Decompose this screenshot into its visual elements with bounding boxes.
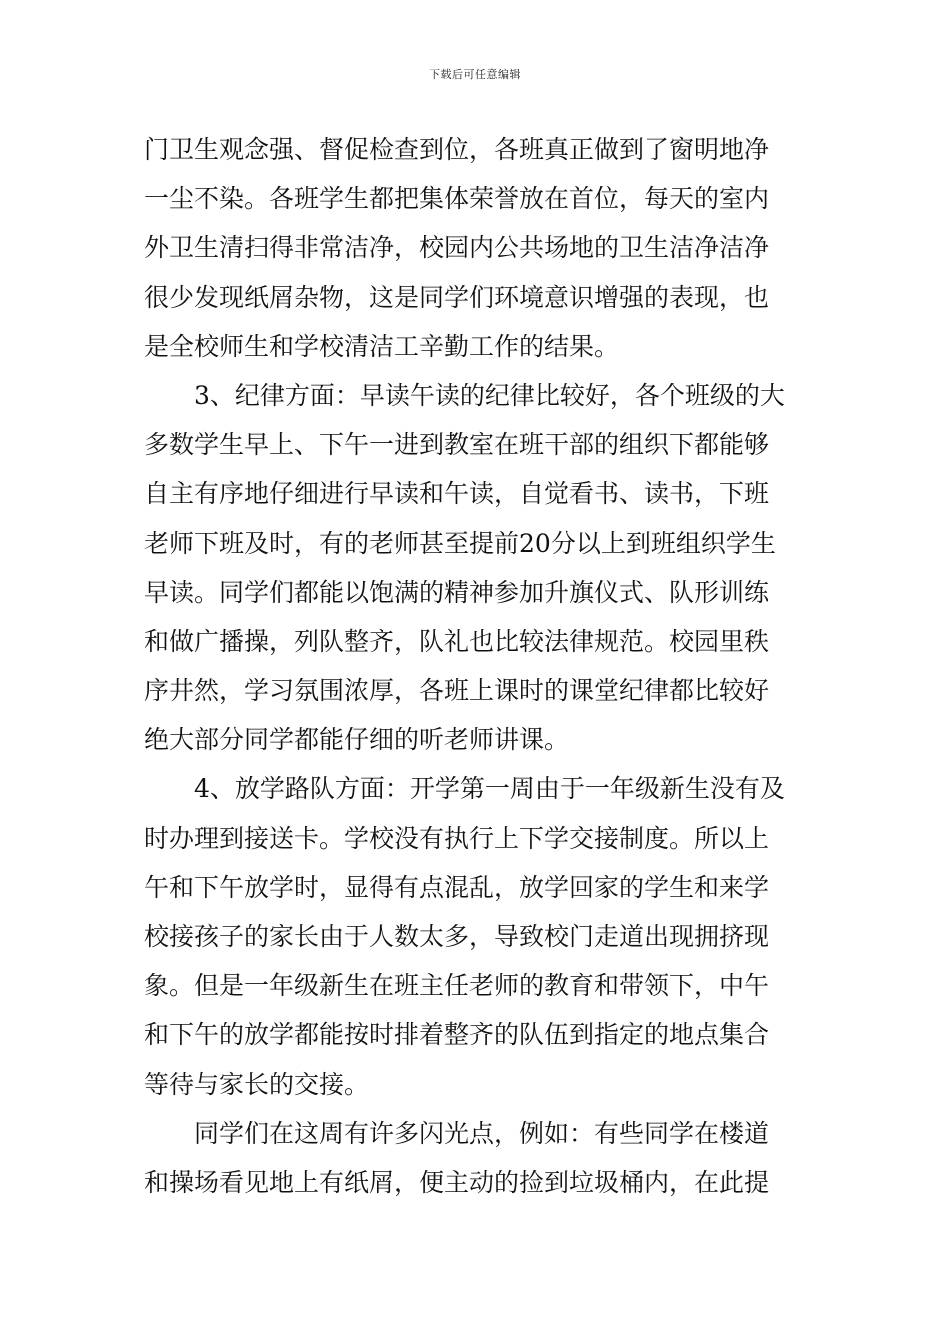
text-line: 自主有序地仔细进行早读和午读，自觉看书、读书，下班 <box>144 479 770 509</box>
text-line: 和下午的放学都能按时排着整齐的队伍到指定的地点集合 <box>144 1020 770 1050</box>
text-line: 多数学生早上、下午一进到教室在班干部的组织下都能够 <box>144 430 770 460</box>
paragraph-highlights-start: 同学们在这周有许多闪光点，例如：有些同学在楼道 <box>194 1118 770 1148</box>
text-line: 是全校师生和学校清洁工辛勤工作的结果。 <box>144 331 620 361</box>
text-line: 午和下午放学时，显得有点混乱，放学回家的学生和来学 <box>144 872 770 902</box>
text-line: 和做广播操，列队整齐，队礼也比较法律规范。校园里秩 <box>144 626 770 656</box>
text-line: 等待与家长的交接。 <box>144 1069 370 1099</box>
text-line: 门卫生观念强、督促检查到位，各班真正做到了窗明地净 <box>144 135 770 164</box>
text-line: 序井然，学习氛围浓厚，各班上课时的课堂纪律都比较好 <box>144 676 770 706</box>
page-header: 下载后可任意编辑 <box>429 68 521 81</box>
text-line: 外卫生清扫得非常洁净，校园内公共场地的卫生洁净洁净 <box>144 233 770 263</box>
text-line: 和操场看见地上有纸屑，便主动的捡到垃圾桶内，在此提 <box>144 1167 770 1197</box>
text-line: 校接孩子的家长由于人数太多，导致校门走道出现拥挤现 <box>144 922 770 951</box>
text-line: 象。但是一年级新生在班主任老师的教育和带领下，中午 <box>144 971 770 1001</box>
paragraph-discipline-start: 3、纪律方面：早读午读的纪律比较好，各个班级的大 <box>194 380 785 410</box>
text-line: 一尘不染。各班学生都把集体荣誉放在首位，每天的室内 <box>144 184 770 214</box>
text-line: 老师下班及时，有的老师甚至提前20分以上到班组织学生 <box>144 528 776 558</box>
text-line: 很少发现纸屑杂物，这是同学们环境意识增强的表现，也 <box>144 282 770 312</box>
text-line: 绝大部分同学都能仔细的听老师讲课。 <box>144 725 570 755</box>
text-line: 时办理到接送卡。学校没有执行上下学交接制度。所以上 <box>144 823 770 853</box>
text-line: 早读。同学们都能以饱满的精神参加升旗仪式、队形训练 <box>144 577 770 607</box>
paragraph-dismissal-start: 4、放学路队方面：开学第一周由于一年级新生没有及 <box>194 774 785 804</box>
document-body <box>144 125 806 1207</box>
